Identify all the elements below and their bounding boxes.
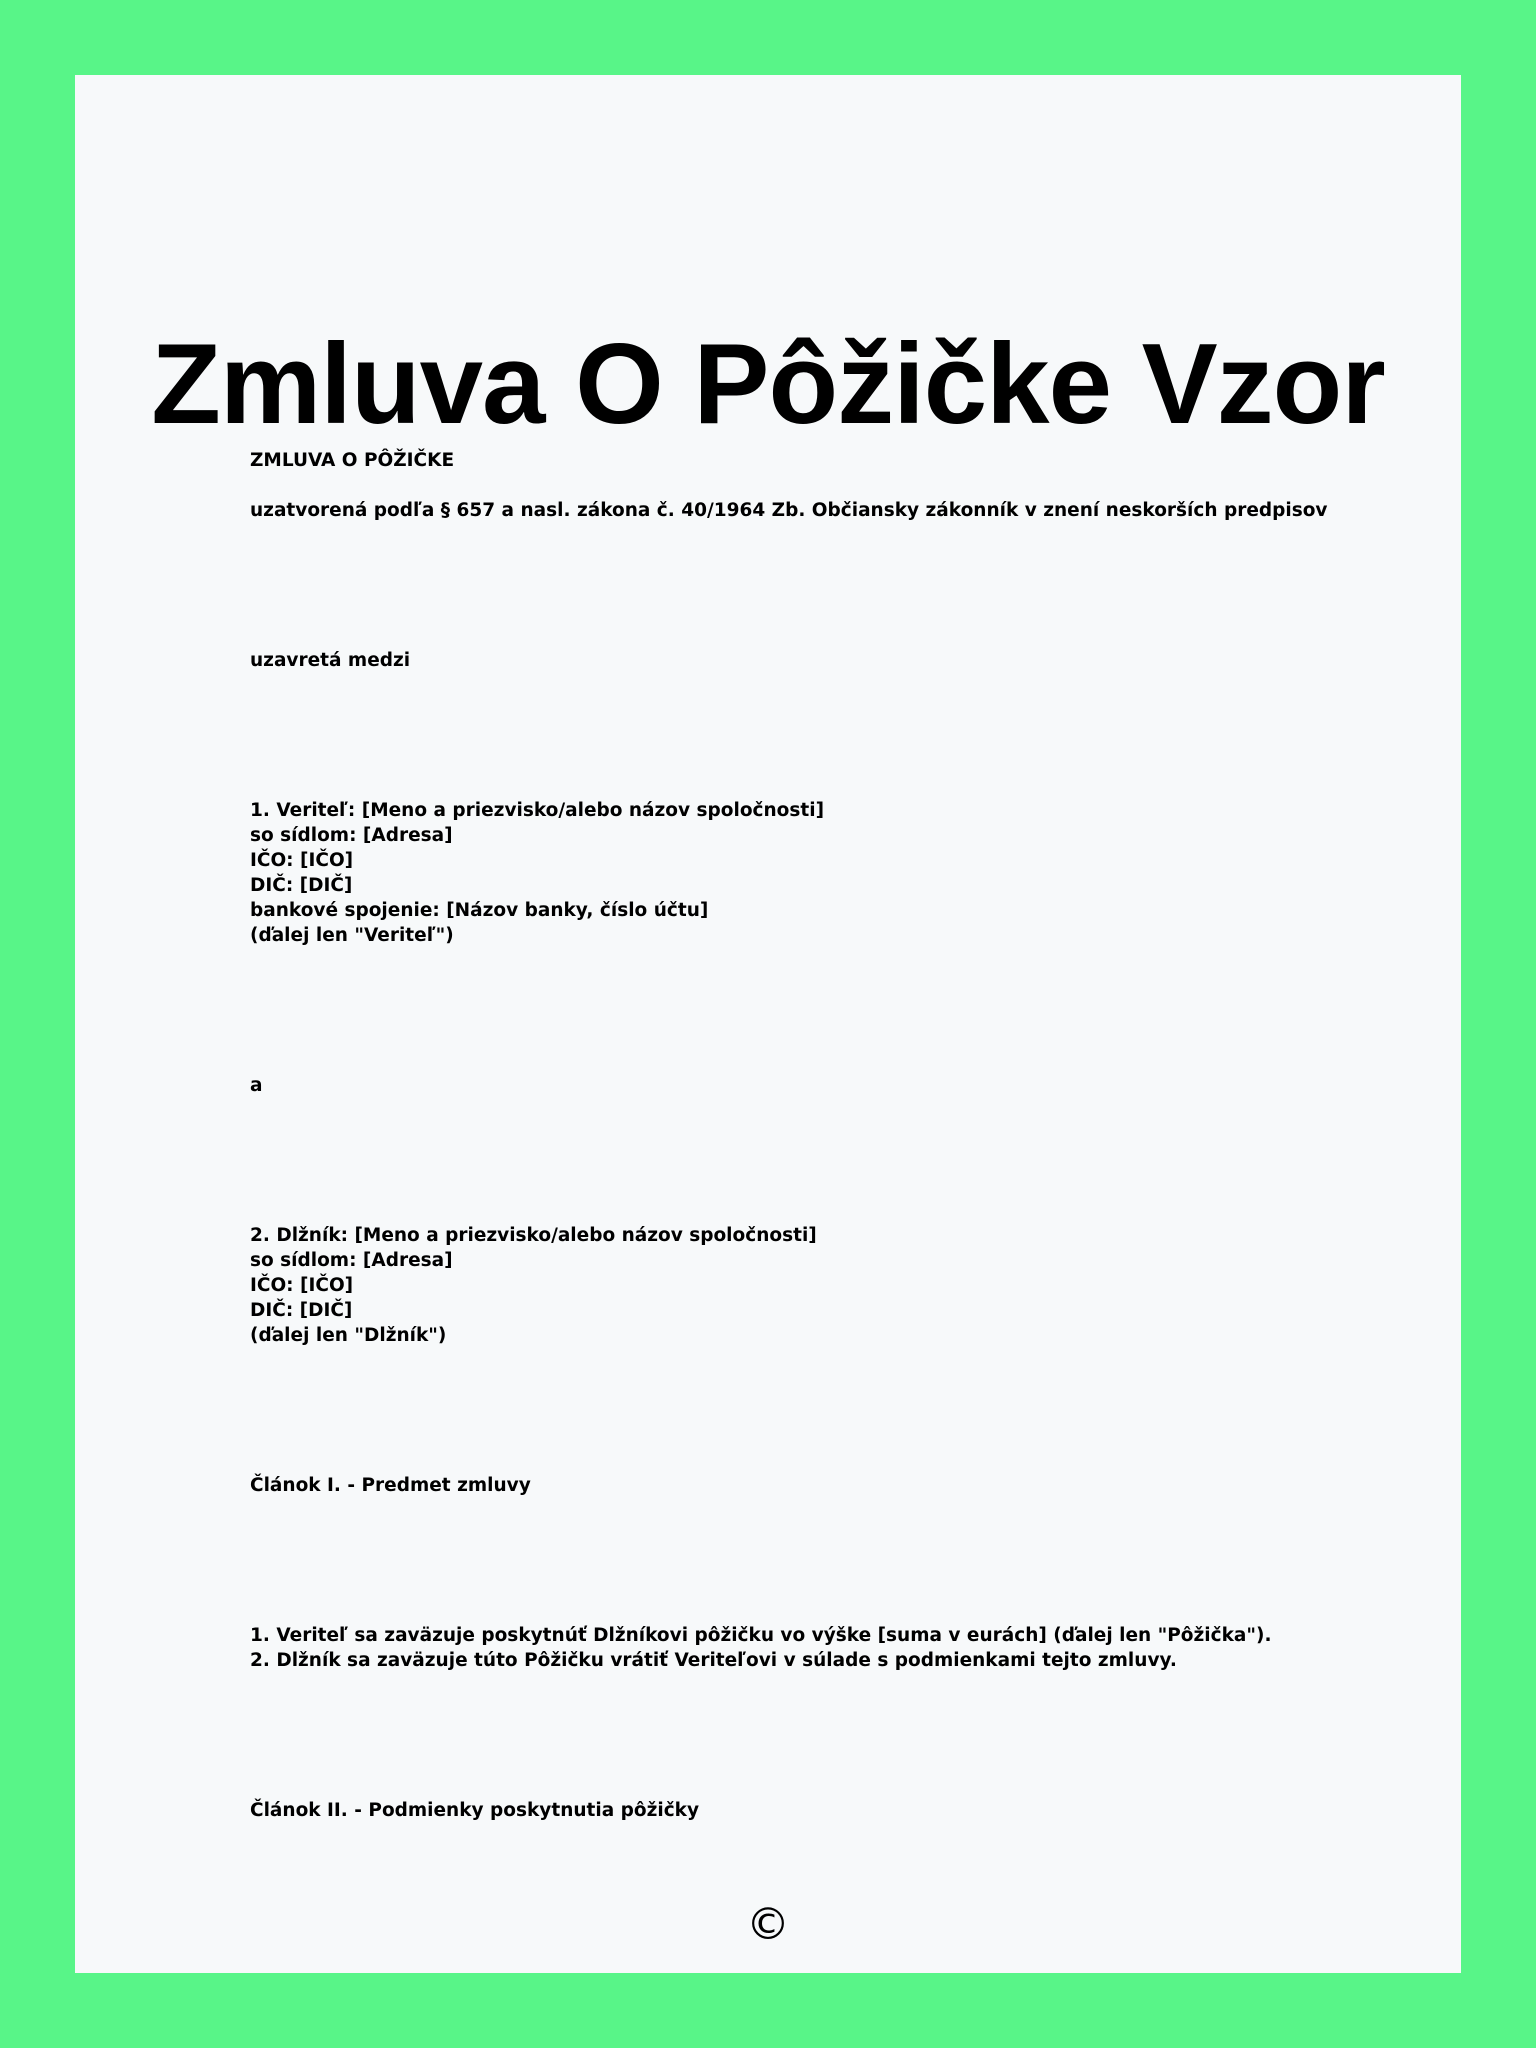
debtor-address: so sídlom: [Adresa] (250, 1250, 453, 1271)
debtor-ico: IČO: [IČO] (250, 1275, 354, 1296)
article-1-title: Článok I. - Predmet zmluvy (250, 1475, 531, 1496)
debtor-name: 2. Dlžník: [Meno a priezvisko/alebo názov spoločnosti] (250, 1225, 817, 1246)
debtor-alias: (ďalej len "Dlžník") (250, 1325, 447, 1346)
contract-heading: ZMLUVA O PÔŽIČKE (250, 450, 455, 471)
and-text: a (250, 1075, 263, 1096)
creditor-bank: bankové spojenie: [Názov banky, číslo účtu] (250, 900, 709, 921)
copyright-icon: © (746, 1899, 790, 1950)
page-title: Zmluva O Pôžičke Vzor (151, 321, 1385, 448)
article-1-point-1: 1. Veriteľ sa zaväzuje poskytnúť Dlžníkovi pôžičku vo výške [suma v eurách] (ďalej len "Pôžička"). (250, 1625, 1272, 1646)
creditor-name: 1. Veriteľ: [Meno a priezvisko/alebo názov spoločnosti] (250, 800, 825, 821)
article-2-title: Článok II. - Podmienky poskytnutia pôžičky (250, 1800, 700, 1821)
creditor-block (250, 798, 1380, 948)
debtor-block (250, 1223, 1380, 1348)
creditor-address: so sídlom: [Adresa] (250, 825, 453, 846)
between-text: uzavretá medzi (250, 650, 411, 671)
creditor-dic: DIČ: [DIČ] (250, 875, 353, 896)
debtor-dic: DIČ: [DIČ] (250, 1300, 353, 1321)
contract-subheading: uzatvorená podľa § 657 a nasl. zákona č. 40/1964 Zb. Občiansky zákonník v znení neskorších predpisov (250, 500, 1328, 521)
creditor-ico: IČO: [IČO] (250, 850, 354, 871)
document-page (75, 75, 1461, 1973)
article-1-body (250, 1623, 1380, 1673)
article-1-point-2: 2. Dlžník sa zaväzuje túto Pôžičku vrátiť Veriteľovi v súlade s podmienkami tejto zmluvy. (250, 1650, 1177, 1671)
creditor-alias: (ďalej len "Veriteľ") (250, 925, 454, 946)
